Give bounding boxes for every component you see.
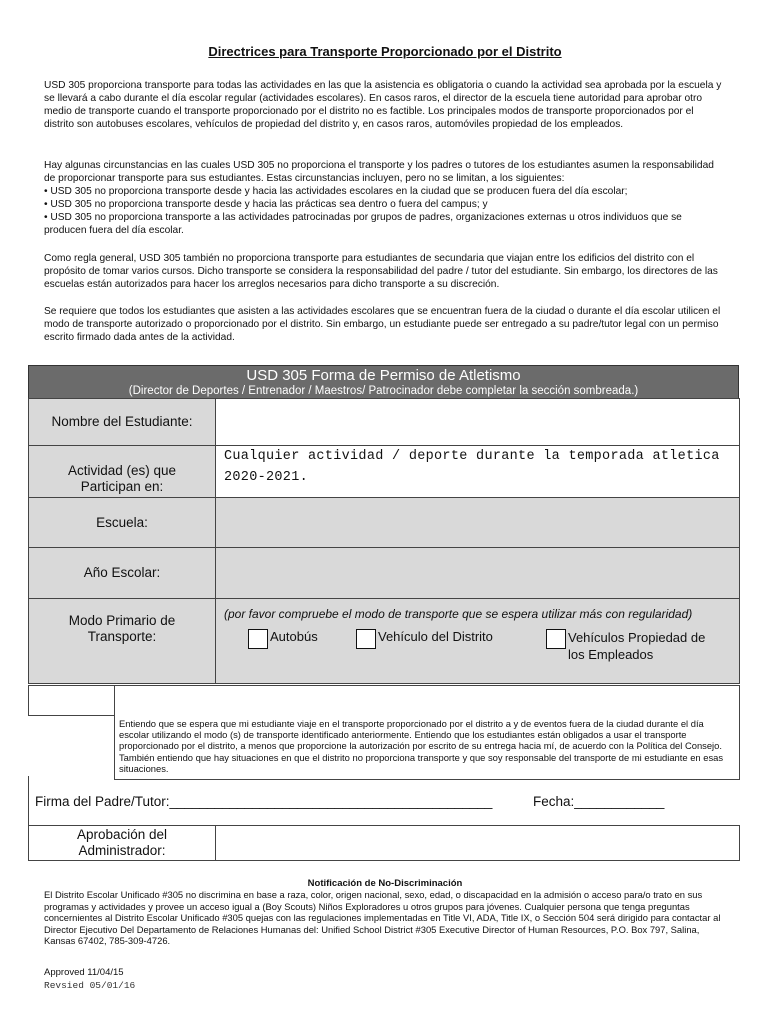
paragraph-2 xyxy=(44,160,726,237)
school-field[interactable] xyxy=(216,498,740,548)
bus-label: Autobús xyxy=(270,629,318,644)
notification-text: El Distrito Escolar Unificado #305 no discrimina en base a raza, color, origen nacional, sexo, edad, o discapacidad en la admisión o acceso para/o trato en sus programas y actividades y provee un acceso igual a (Boy Scouts) Niños Exploradores u otros grupos para jóvenes. Cualquier persona que tenga preguntas concernientes al Distrito Escolar Unificado #305 quejas con las regulaciones implementadas en Title VI, ADA, Title IX, o Sección 504 será dirigido para contactar al Director Ejecutivo Del Departamento de Relaciones Humanas del: Unified School District #305 Executive Director of Human Resources, P.O. Box 797, Salina, Kansas 67402, 785-309-4726. xyxy=(44,889,721,947)
transport-field xyxy=(216,599,740,684)
consent-row xyxy=(29,716,740,780)
list-item: • USD 305 no proporciona transporte desde y hacia las actividades escolares en la ciudad que se producen fuera del día escolar; xyxy=(44,185,628,197)
revised-date: Revsied 05/01/16 xyxy=(44,980,136,991)
transport-options xyxy=(216,621,739,677)
transport-label: Modo Primario de Transporte: xyxy=(29,599,216,684)
consent-indent xyxy=(29,716,115,780)
employee-vehicle-checkbox[interactable] xyxy=(546,629,566,649)
permission-form-table xyxy=(28,398,740,684)
admin-approval-label: Aprobación del Administrador: xyxy=(29,826,216,861)
paragraph-4: Se requiere que todos los estudiantes que asisten a las actividades escolares que se encuentran fuera de la ciudad o durante el día escolar utilicen el modo de transporte autorizado o proporcionado por el distrito. Sin embargo, un estudiante puede ser entregado a su padre/tutor legal con un permiso escrito firmado dada antes de la actividad. xyxy=(44,306,721,343)
school-year-field[interactable] xyxy=(216,548,740,599)
consent-table xyxy=(28,685,740,780)
option-bus[interactable] xyxy=(248,629,318,649)
activity-label: Actividad (es) que Participan en: xyxy=(29,446,216,498)
student-name-label: Nombre del Estudiante: xyxy=(29,399,216,446)
form-row-admin-approval xyxy=(29,826,740,861)
list-item: • USD 305 no proporciona transporte desde y hacia las prácticas sea dentro o fuera del campus; y xyxy=(44,198,488,210)
paragraph-1: USD 305 proporciona transporte para todas las actividades en las que la asistencia es obligatoria o cuando la actividad sea aprobada por la escuela y se llevará a cabo durante el día escolar regular (actividades escolares). En casos raros, el director de la escuela tiene autoridad para aprobar otro medio de transporte cuando el transporte proporcionado por el distrito no es factible. Los principales modos de transporte proporcionados por el distrito son autobuses escolares, vehículos de propiedad del distrito y, en casos raros, automóviles propiedad de los empleados. xyxy=(44,80,722,130)
option-employee-vehicle[interactable] xyxy=(546,629,708,663)
form-row-activity xyxy=(29,446,740,498)
approved-date: Approved 11/04/15 xyxy=(44,967,124,978)
consent-text: Entiendo que se espera que mi estudiante viaje en el transporte proporcionado por el distrito a y de eventos fuera de la ciudad durante el día escolar utilizando el modo (s) de transporte identificado anteriormente. Entiendo que los estudiantes están obligados a usar el transporte proporcionado por el distrito, a menos que proporcione la autorización por escrito de su entrega hacia mí, de acuerdo con la Política del Consejo. También entiendo que hay situaciones en que el distrito no proporciona transporte y que soy responsable del transporte de mi estudiante en esas situaciones. xyxy=(119,717,724,775)
activity-value: Cualquier actividad / deporte durante la temporada atletica 2020-2021. xyxy=(224,449,720,485)
notification-title: Notificación de No-Discriminación xyxy=(307,878,463,889)
paragraph-2-intro: Hay algunas circunstancias en las cuales USD 305 no proporciona el transporte y los padres o tutores de los estudiantes asumen la responsabilidad de proporcionar transporte para sus estudiantes. Estas circunstancias incluyen, pero no se limitan, a los siguientes: xyxy=(44,160,714,184)
form-row-school-year xyxy=(29,548,740,599)
list-item: • USD 305 no proporciona transporte a las actividades patrocinadas por grupos de padres, organizaciones externas u otros individuos que se producen fuera del día escolar. xyxy=(44,211,682,236)
document-title: Directrices para Transporte Proporcionado por el Distrito xyxy=(208,44,562,59)
form-row-school xyxy=(29,498,740,548)
paragraph-3: Como regla general, USD 305 también no proporciona transporte para estudiantes de secundaria que viajan entre los edificios del distrito con el propósito de tomar varios cursos. Dicho transporte se considera la responsabilidad del padre / tutor del estudiante. Sin embargo, los directores de las escuelas están autorizados para hacer los arreglos necesarios para dicho transporte a su discreción. xyxy=(44,253,718,290)
district-vehicle-label: Vehículo del Distrito xyxy=(378,629,493,644)
consent-spacer-row xyxy=(29,686,740,716)
school-year-label: Año Escolar: xyxy=(29,548,216,599)
district-vehicle-checkbox[interactable] xyxy=(356,629,376,649)
parent-signature-field[interactable]: Firma del Padre/Tutor:___________________________________________ xyxy=(35,794,493,809)
school-label: Escuela: xyxy=(29,498,216,548)
circumstances-list xyxy=(44,186,726,238)
transport-note: (por favor compruebe el modo de transporte que se espera utilizar más con regularidad) xyxy=(224,607,693,621)
admin-approval-field[interactable] xyxy=(216,826,740,861)
bus-checkbox[interactable] xyxy=(248,629,268,649)
form-header xyxy=(28,365,739,399)
consent-blank-top xyxy=(115,686,740,716)
employee-vehicle-label: Vehículos Propiedad de los Empleados xyxy=(568,630,706,662)
form-title: USD 305 Forma de Permiso de Atletismo xyxy=(246,367,521,384)
form-subtitle: (Director de Deportes / Entrenador / Maestros/ Patrocinador debe completar la sección sombreada.) xyxy=(128,385,639,397)
consent-text-cell xyxy=(115,716,740,780)
student-name-field[interactable] xyxy=(216,399,740,446)
consent-blank-cell xyxy=(29,686,115,716)
date-field[interactable]: Fecha:____________ xyxy=(533,794,665,809)
activity-field[interactable] xyxy=(216,446,740,498)
form-row-transport xyxy=(29,599,740,684)
form-row-student-name xyxy=(29,399,740,446)
option-district-vehicle[interactable] xyxy=(356,629,493,649)
admin-approval-table xyxy=(28,825,740,861)
